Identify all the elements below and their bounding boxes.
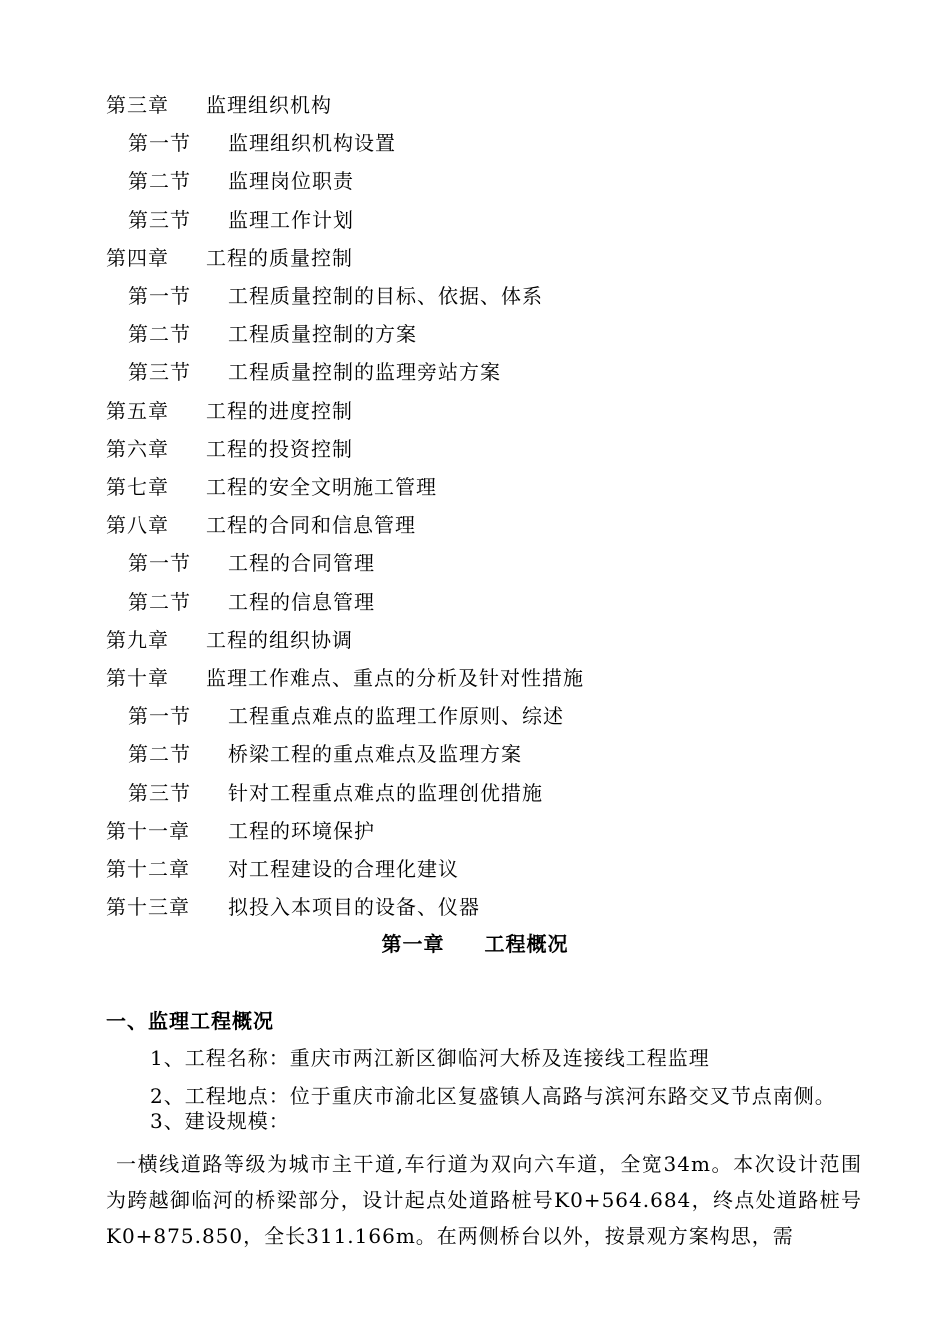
toc-entry-chapter bbox=[106, 819, 375, 843]
toc-entry-section bbox=[128, 551, 375, 575]
toc-entry-title: 监理组织机构 bbox=[206, 93, 332, 117]
toc-entry-number: 第三节 bbox=[128, 208, 191, 232]
toc-entry-number: 第十一章 bbox=[106, 819, 190, 843]
toc-entry-number: 第六章 bbox=[106, 437, 169, 461]
toc-entry-title: 桥梁工程的重点难点及监理方案 bbox=[228, 742, 522, 766]
toc-entry-title: 工程质量控制的监理旁站方案 bbox=[228, 360, 501, 384]
toc-entry-section bbox=[128, 131, 396, 155]
toc-entry-section bbox=[128, 704, 564, 728]
toc-entry-chapter bbox=[106, 666, 584, 690]
toc-entry-chapter bbox=[106, 513, 416, 537]
toc-entry-title: 工程质量控制的目标、依据、体系 bbox=[228, 284, 543, 308]
toc-entry-title: 针对工程重点难点的监理创优措施 bbox=[228, 781, 543, 805]
body-paragraph: 一横线道路等级为城市主干道,车行道为双向六车道，全宽34m。本次设计范围为跨越御临河的桥梁部分，设计起点处道路桩号K0+564.684，终点处道路桩号K0+875.850，全长311.166m。在两侧桥台以外，按景观方案构思，需 bbox=[106, 1152, 862, 1248]
toc-entry-title: 监理岗位职责 bbox=[228, 169, 354, 193]
toc-entry-number: 第五章 bbox=[106, 399, 169, 423]
toc-entry-number: 第三章 bbox=[106, 93, 169, 117]
toc-entry-chapter bbox=[106, 895, 480, 919]
toc-entry-number: 第十三章 bbox=[106, 895, 190, 919]
toc-entry-title: 工程的质量控制 bbox=[206, 246, 353, 270]
toc-entry-number: 第九章 bbox=[106, 628, 169, 652]
toc-entry-chapter bbox=[106, 475, 437, 499]
section-heading: 一、监理工程概况 bbox=[106, 1009, 274, 1033]
toc-entry-section bbox=[128, 322, 417, 346]
toc-entry-title: 监理组织机构设置 bbox=[228, 131, 396, 155]
toc-entry-title: 监理工作难点、重点的分析及针对性措施 bbox=[206, 666, 584, 690]
toc-entry-section bbox=[128, 284, 543, 308]
list-item-project-location: 2、工程地点：位于重庆市渝北区复盛镇人高路与滨河东路交叉节点南侧。 bbox=[150, 1084, 836, 1108]
toc-entry-number: 第七章 bbox=[106, 475, 169, 499]
toc-entry-title: 工程的环境保护 bbox=[228, 819, 375, 843]
toc-entry-title: 工程重点难点的监理工作原则、综述 bbox=[228, 704, 564, 728]
toc-entry-number: 第一节 bbox=[128, 704, 191, 728]
toc-entry-title: 工程的进度控制 bbox=[206, 399, 353, 423]
toc-entry-title: 工程质量控制的方案 bbox=[228, 322, 417, 346]
toc-entry-number: 第四章 bbox=[106, 246, 169, 270]
toc-entry-chapter bbox=[106, 93, 332, 117]
list-item-construction-scale: 3、建设规模： bbox=[150, 1109, 290, 1133]
toc-entry-number: 第十章 bbox=[106, 666, 169, 690]
toc-entry-section bbox=[128, 781, 543, 805]
toc-entry-number: 第八章 bbox=[106, 513, 169, 537]
chapter-heading bbox=[0, 931, 950, 957]
toc-entry-section bbox=[128, 208, 354, 232]
toc-entry-title: 工程的信息管理 bbox=[228, 590, 375, 614]
toc-entry-title: 工程的合同管理 bbox=[228, 551, 375, 575]
toc-entry-chapter bbox=[106, 628, 353, 652]
toc-entry-number: 第一节 bbox=[128, 551, 191, 575]
toc-entry-number: 第十二章 bbox=[106, 857, 190, 881]
toc-entry-number: 第二节 bbox=[128, 169, 191, 193]
toc-entry-title: 工程的投资控制 bbox=[206, 437, 353, 461]
toc-entry-number: 第二节 bbox=[128, 322, 191, 346]
toc-entry-chapter bbox=[106, 399, 353, 423]
toc-entry-title: 工程的安全文明施工管理 bbox=[206, 475, 437, 499]
toc-entry-title: 拟投入本项目的设备、仪器 bbox=[228, 895, 480, 919]
toc-entry-section bbox=[128, 169, 354, 193]
toc-entry-title: 对工程建设的合理化建议 bbox=[228, 857, 459, 881]
toc-entry-number: 第三节 bbox=[128, 360, 191, 384]
toc-entry-section bbox=[128, 360, 501, 384]
toc-entry-title: 工程的组织协调 bbox=[206, 628, 353, 652]
toc-entry-number: 第一节 bbox=[128, 131, 191, 155]
toc-entry-number: 第二节 bbox=[128, 590, 191, 614]
toc-entry-number: 第三节 bbox=[128, 781, 191, 805]
toc-entry-title: 工程的合同和信息管理 bbox=[206, 513, 416, 537]
toc-entry-section bbox=[128, 742, 522, 766]
toc-entry-number: 第二节 bbox=[128, 742, 191, 766]
toc-entry-chapter bbox=[106, 246, 353, 270]
toc-entry-number: 第一节 bbox=[128, 284, 191, 308]
toc-entry-title: 监理工作计划 bbox=[228, 208, 354, 232]
chapter-heading-title: 工程概况 bbox=[484, 932, 569, 956]
toc-entry-chapter bbox=[106, 857, 459, 881]
list-item-project-name: 1、工程名称：重庆市两江新区御临河大桥及连接线工程监理 bbox=[150, 1046, 710, 1070]
toc-entry-chapter bbox=[106, 437, 353, 461]
chapter-heading-number: 第一章 bbox=[381, 932, 445, 956]
toc-entry-section bbox=[128, 590, 375, 614]
